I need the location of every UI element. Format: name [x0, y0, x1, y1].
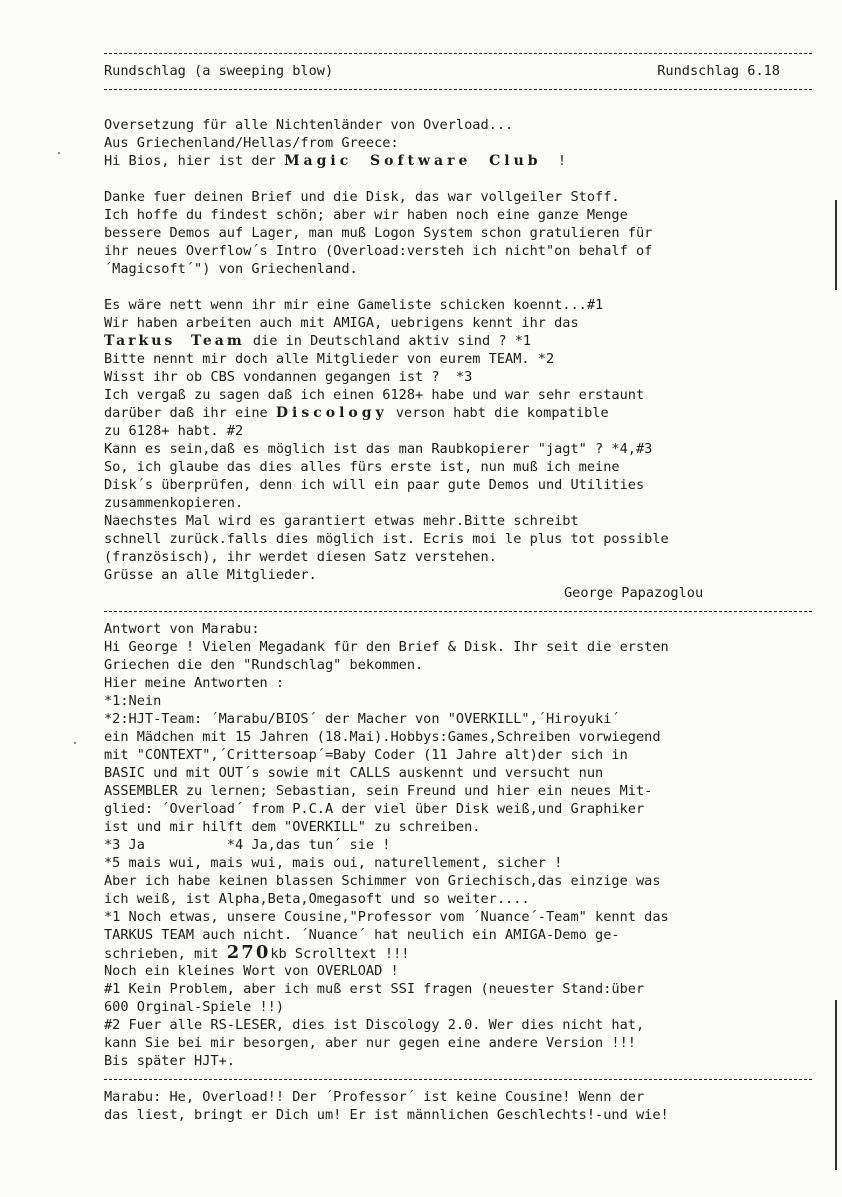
letter-line: Es wäre nett wenn ihr mir eine Gameliste schicken koennt...#1 — [104, 297, 604, 313]
document-page — [104, 44, 812, 1124]
letter-line: Wir haben arbeiten auch mit AMIGA, uebrigens kennt ihr das — [104, 315, 579, 331]
answer-line: TARKUS TEAM auch nicht. ´Nuance´ hat neulich ein AMIGA-Demo ge- — [104, 927, 620, 943]
intro-line-1: Oversetzung für alle Nichtenländer von Overload... — [104, 117, 514, 133]
answer-line: Griechen die den "Rundschlag" bekommen. — [104, 657, 424, 673]
letter-line: So, ich glaube das dies alles fürs erste ist, nun muß ich meine — [104, 459, 620, 475]
header-title: Rundschlag (a sweeping blow) — [104, 63, 334, 79]
greeting-line — [104, 152, 812, 170]
tarkus-line-rest: die in Deutschland aktiv sind ? *1 — [244, 333, 532, 349]
divider-answer — [104, 602, 812, 620]
letter-paragraph-2 — [104, 296, 812, 584]
divider-top — [104, 44, 812, 62]
answer-section — [104, 620, 812, 1070]
answer-line: ASSEMBLER zu lernen; Sebastian, sein Freund und hier ein neues Mit- — [104, 783, 653, 799]
footer-line: Marabu: He, Overload!! Der ´Professor´ ist keine Cousine! Wenn der — [104, 1089, 645, 1105]
answer-line: Hier meine Antworten : — [104, 675, 285, 691]
answer-line: glied: ´Overload´ from P.C.A der viel über Disk weiß,und Graphiker — [104, 801, 645, 817]
answer-line: *1 Noch etwas, unsere Cousine,"Professor vom ´Nuance´-Team" kennt das — [104, 909, 669, 925]
answer-line: Noch ein kleines Wort von OVERLOAD ! — [104, 963, 399, 979]
letter-line: schnell zurück.falls dies möglich ist. Ecris moi le plus tot possible — [104, 531, 669, 547]
tarkus-team-text: Tarkus Team — [104, 333, 245, 349]
answer-line: ich weiß, ist Alpha,Beta,Omegasoft und so weiter.... — [104, 891, 530, 907]
letter-line: Danke fuer deinen Brief und die Disk, das war vollgeiler Stoff. — [104, 189, 620, 205]
answer-line: Aber ich habe keinen blassen Schimmer von Griechisch,das einzige was — [104, 873, 661, 889]
letter-line: bessere Demos auf Lager, man muß Logon System schon gratulieren für — [104, 225, 653, 241]
discology-line-post: verson habt die kompatible — [387, 405, 609, 421]
answer-line: mit "CONTEXT",´Crittersoap´=Baby Coder (11 Jahre alt)der sich in — [104, 747, 628, 763]
answer-line: *3 Ja *4 Ja,das tun´ sie ! — [104, 837, 391, 853]
scan-speck — [58, 152, 60, 154]
answer-line: 600 Orginal-Spiele !!) — [104, 999, 285, 1015]
magic-software-club-text: Magic Software Club — [284, 153, 542, 169]
answer-line: BASIC und mit OUT´s sowie mit CALLS auskennt und versucht nun — [104, 765, 604, 781]
letter-line: Wisst ihr ob CBS vondannen gegangen ist ? *3 — [104, 369, 473, 385]
letter-line: (französisch), ihr werdet diesen Satz verstehen. — [104, 549, 497, 565]
scrolltext-pre: schrieben, mit — [104, 946, 227, 962]
answer-line: #2 Fuer alle RS-LESER, dies ist Discology 2.0. Wer dies nicht hat, — [104, 1017, 645, 1033]
answer-line: Hi George ! Vielen Megadank für den Brief & Disk. Ihr seit die ersten — [104, 639, 669, 655]
letter-line: Naechstes Mal wird es garantiert etwas mehr.Bitte schreibt — [104, 513, 579, 529]
letter-line: Bitte nennt mir doch alle Mitglieder von eurem TEAM. *2 — [104, 351, 555, 367]
answer-line: Bis später HJT+. — [104, 1053, 235, 1069]
letter-line: ihr neues Overflow´s Intro (Overload:versteh ich nicht"on behalf of — [104, 243, 653, 259]
letter-line: Grüsse an alle Mitglieder. — [104, 567, 317, 583]
letter-line: ´Magicsoft´") von Griechenland. — [104, 261, 358, 277]
letter-line: Ich vergaß zu sagen daß ich einen 6128+ habe und war sehr erstaunt — [104, 387, 645, 403]
divider-header — [104, 80, 812, 98]
answer-line: *1:Nein — [104, 693, 162, 709]
header-issue: Rundschlag 6.18 — [657, 63, 780, 79]
answer-line: *5 mais wui, mais wui, mais oui, naturellement, sicher ! — [104, 855, 563, 871]
letter-paragraph-1 — [104, 188, 812, 278]
letter-line: zu 6128+ habt. #2 — [104, 423, 244, 439]
answer-line: *2:HJT-Team: ´Marabu/BIOS´ der Macher von "OVERKILL",´Hiroyuki´ — [104, 711, 620, 727]
letter-line: Kann es sein,daß es möglich ist das man Raubkopierer "jagt" ? *4,#3 — [104, 441, 653, 457]
page-header — [104, 62, 812, 80]
tarkus-line — [104, 332, 812, 350]
letter-line: Disk´s überprüfen, denn ich will ein paar gute Demos und Utilities — [104, 477, 645, 493]
scan-speck — [74, 742, 76, 744]
signature: George Papazoglou — [564, 585, 704, 601]
scrolltext-size: 270 — [226, 942, 271, 963]
answer-line: Antwort von Marabu: — [104, 621, 260, 637]
answer-line: ein Mädchen mit 15 Jahren (18.Mai).Hobbys:Games,Schreiben vorwiegend — [104, 729, 661, 745]
discology-line-pre: darüber daß ihr eine — [104, 405, 276, 421]
greeting-text: Hi Bios, hier ist der — [104, 153, 285, 169]
discology-text: Discology — [275, 405, 388, 421]
letter-line: Ich hoffe du findest schön; aber wir haben noch eine ganze Menge — [104, 207, 628, 223]
footer-note — [104, 1088, 812, 1124]
greeting-end: ! — [541, 153, 567, 169]
scrolltext-post: kb Scrolltext !!! — [270, 946, 410, 962]
margin-mark — [835, 200, 837, 290]
divider-footer — [104, 1070, 812, 1088]
scrolltext-line — [104, 944, 812, 962]
margin-mark — [835, 1000, 837, 1170]
answer-line: ist und mir hilft dem "OVERKILL" zu schreiben. — [104, 819, 481, 835]
footer-line: das liest, bringt er Dich um! Er ist männlichen Geschlechts!-und wie! — [104, 1107, 669, 1123]
answer-line: kann Sie bei mir besorgen, aber nur gegen eine andere Version !!! — [104, 1035, 636, 1051]
answer-line: #1 Kein Problem, aber ich muß erst SSI fragen (neuester Stand:über — [104, 981, 645, 997]
letter-line: zusammenkopieren. — [104, 495, 244, 511]
discology-line — [104, 404, 812, 422]
intro-line-2: Aus Griechenland/Hellas/from Greece: — [104, 135, 399, 151]
